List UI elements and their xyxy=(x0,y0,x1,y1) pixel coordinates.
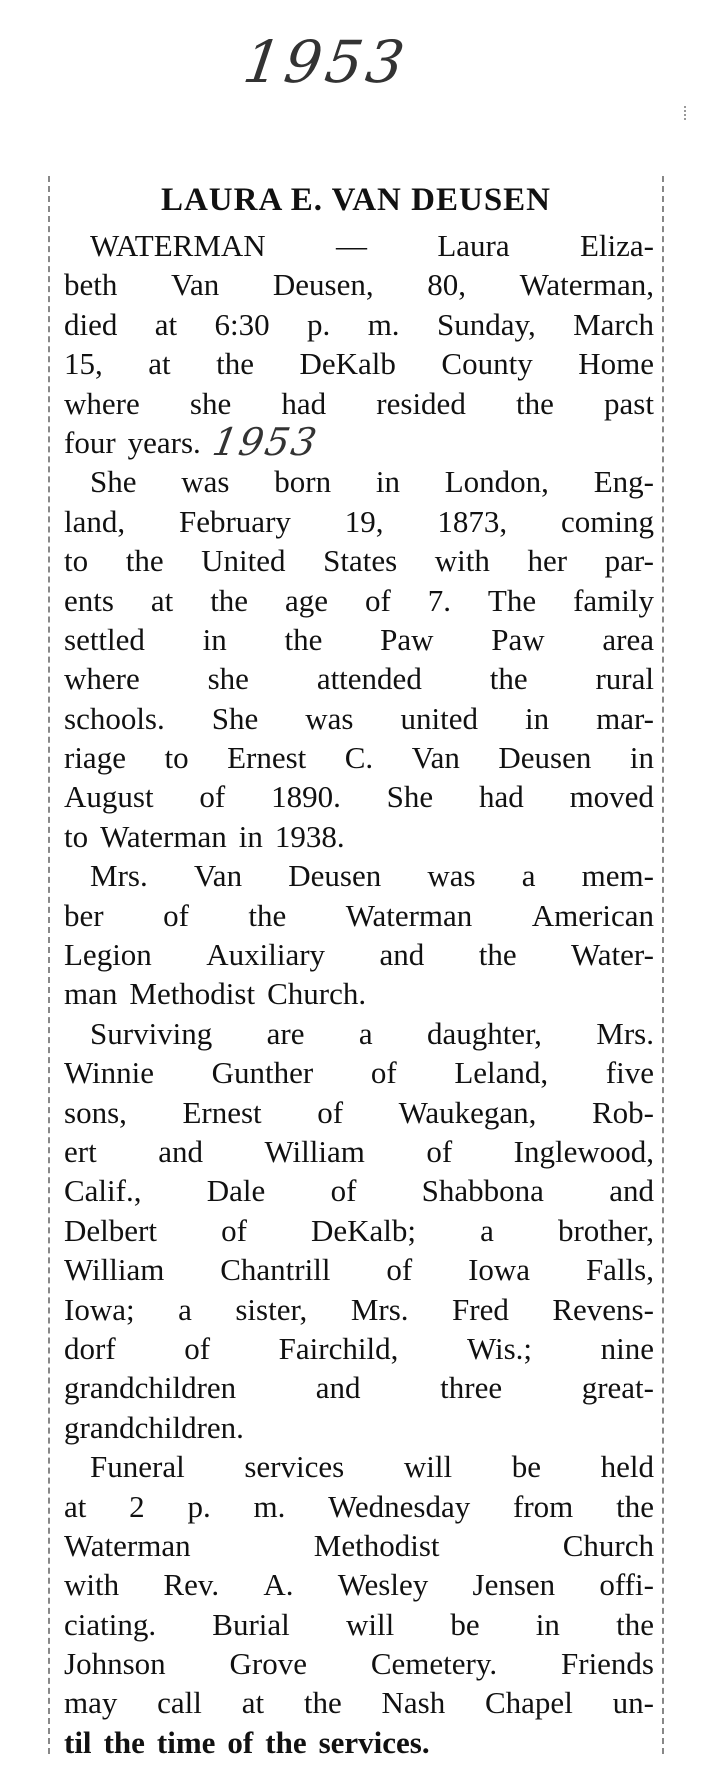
text-line: She was born in London, Eng- xyxy=(90,464,654,500)
text-line: ciating. Burial will be in the xyxy=(64,1606,654,1642)
text-line: with Rev. A. Wesley Jensen offi- xyxy=(64,1567,654,1603)
text-line: ert and William of Inglewood, xyxy=(64,1133,654,1169)
text-line: died at 6:30 p. m. Sunday, March xyxy=(64,306,654,342)
text-line: schools. She was united in mar- xyxy=(64,700,654,736)
text-line: settled in the Paw Paw area xyxy=(64,621,654,657)
text-line: beth Van Deusen, 80, Waterman, xyxy=(64,267,654,303)
text-line: grandchildren. xyxy=(64,1409,244,1445)
text-line: where she had resided the past xyxy=(64,385,654,421)
text-line: may call at the Nash Chapel un- xyxy=(64,1685,654,1721)
margin-mark xyxy=(684,106,689,120)
text-line: 15, at the DeKalb County Home xyxy=(64,346,654,382)
text-line: til the time of the services. xyxy=(64,1724,430,1760)
text-line: Mrs. Van Deusen was a mem- xyxy=(90,858,654,894)
handwritten-year: 1953 xyxy=(239,28,413,96)
text-line: ents at the age of 7. The family xyxy=(64,582,654,618)
text-line: Calif., Dale of Shabbona and xyxy=(64,1173,654,1209)
text-line: ber of the Waterman American xyxy=(64,897,654,933)
handwritten-year-inline: 1953 xyxy=(209,419,322,464)
text-line: Legion Auxiliary and the Water- xyxy=(64,937,654,973)
text-line: William Chantrill of Iowa Falls, xyxy=(64,1252,654,1288)
text-line: Iowa; a sister, Mrs. Fred Revens- xyxy=(64,1291,654,1327)
text-line: Waterman Methodist Church xyxy=(64,1527,654,1563)
text-line: riage to Ernest C. Van Deusen in xyxy=(64,740,654,776)
text-line: August of 1890. She had moved xyxy=(64,779,654,815)
text-line: to the United States with her par- xyxy=(64,543,654,579)
text-line: at 2 p. m. Wednesday from the xyxy=(64,1488,654,1524)
text-line: WATERMAN — Laura Eliza- xyxy=(90,228,654,263)
text-line: Funeral services will be held xyxy=(90,1449,654,1485)
text-line: Delbert of DeKalb; a brother, xyxy=(64,1212,654,1248)
text-line: to Waterman in 1938. xyxy=(64,818,345,854)
text-line: where she attended the rural xyxy=(64,661,654,697)
text-line: grandchildren and three great- xyxy=(64,1370,654,1406)
text-line: land, February 19, 1873, coming xyxy=(64,503,654,539)
text-line: four years. 1953 xyxy=(64,419,322,464)
obituary-body xyxy=(64,226,654,1762)
text-line: Surviving are a daughter, Mrs. xyxy=(90,1015,654,1051)
text-line: Winnie Gunther of Leland, five xyxy=(64,1055,654,1091)
text-line: Johnson Grove Cemetery. Friends xyxy=(64,1646,654,1682)
obituary-headline: LAURA E. VAN DEUSEN xyxy=(160,182,552,218)
obituary-clipping xyxy=(48,176,664,1760)
text-line: man Methodist Church. xyxy=(64,976,367,1012)
text-line: dorf of Fairchild, Wis.; nine xyxy=(64,1330,654,1366)
text-line: sons, Ernest of Waukegan, Rob- xyxy=(64,1094,654,1130)
